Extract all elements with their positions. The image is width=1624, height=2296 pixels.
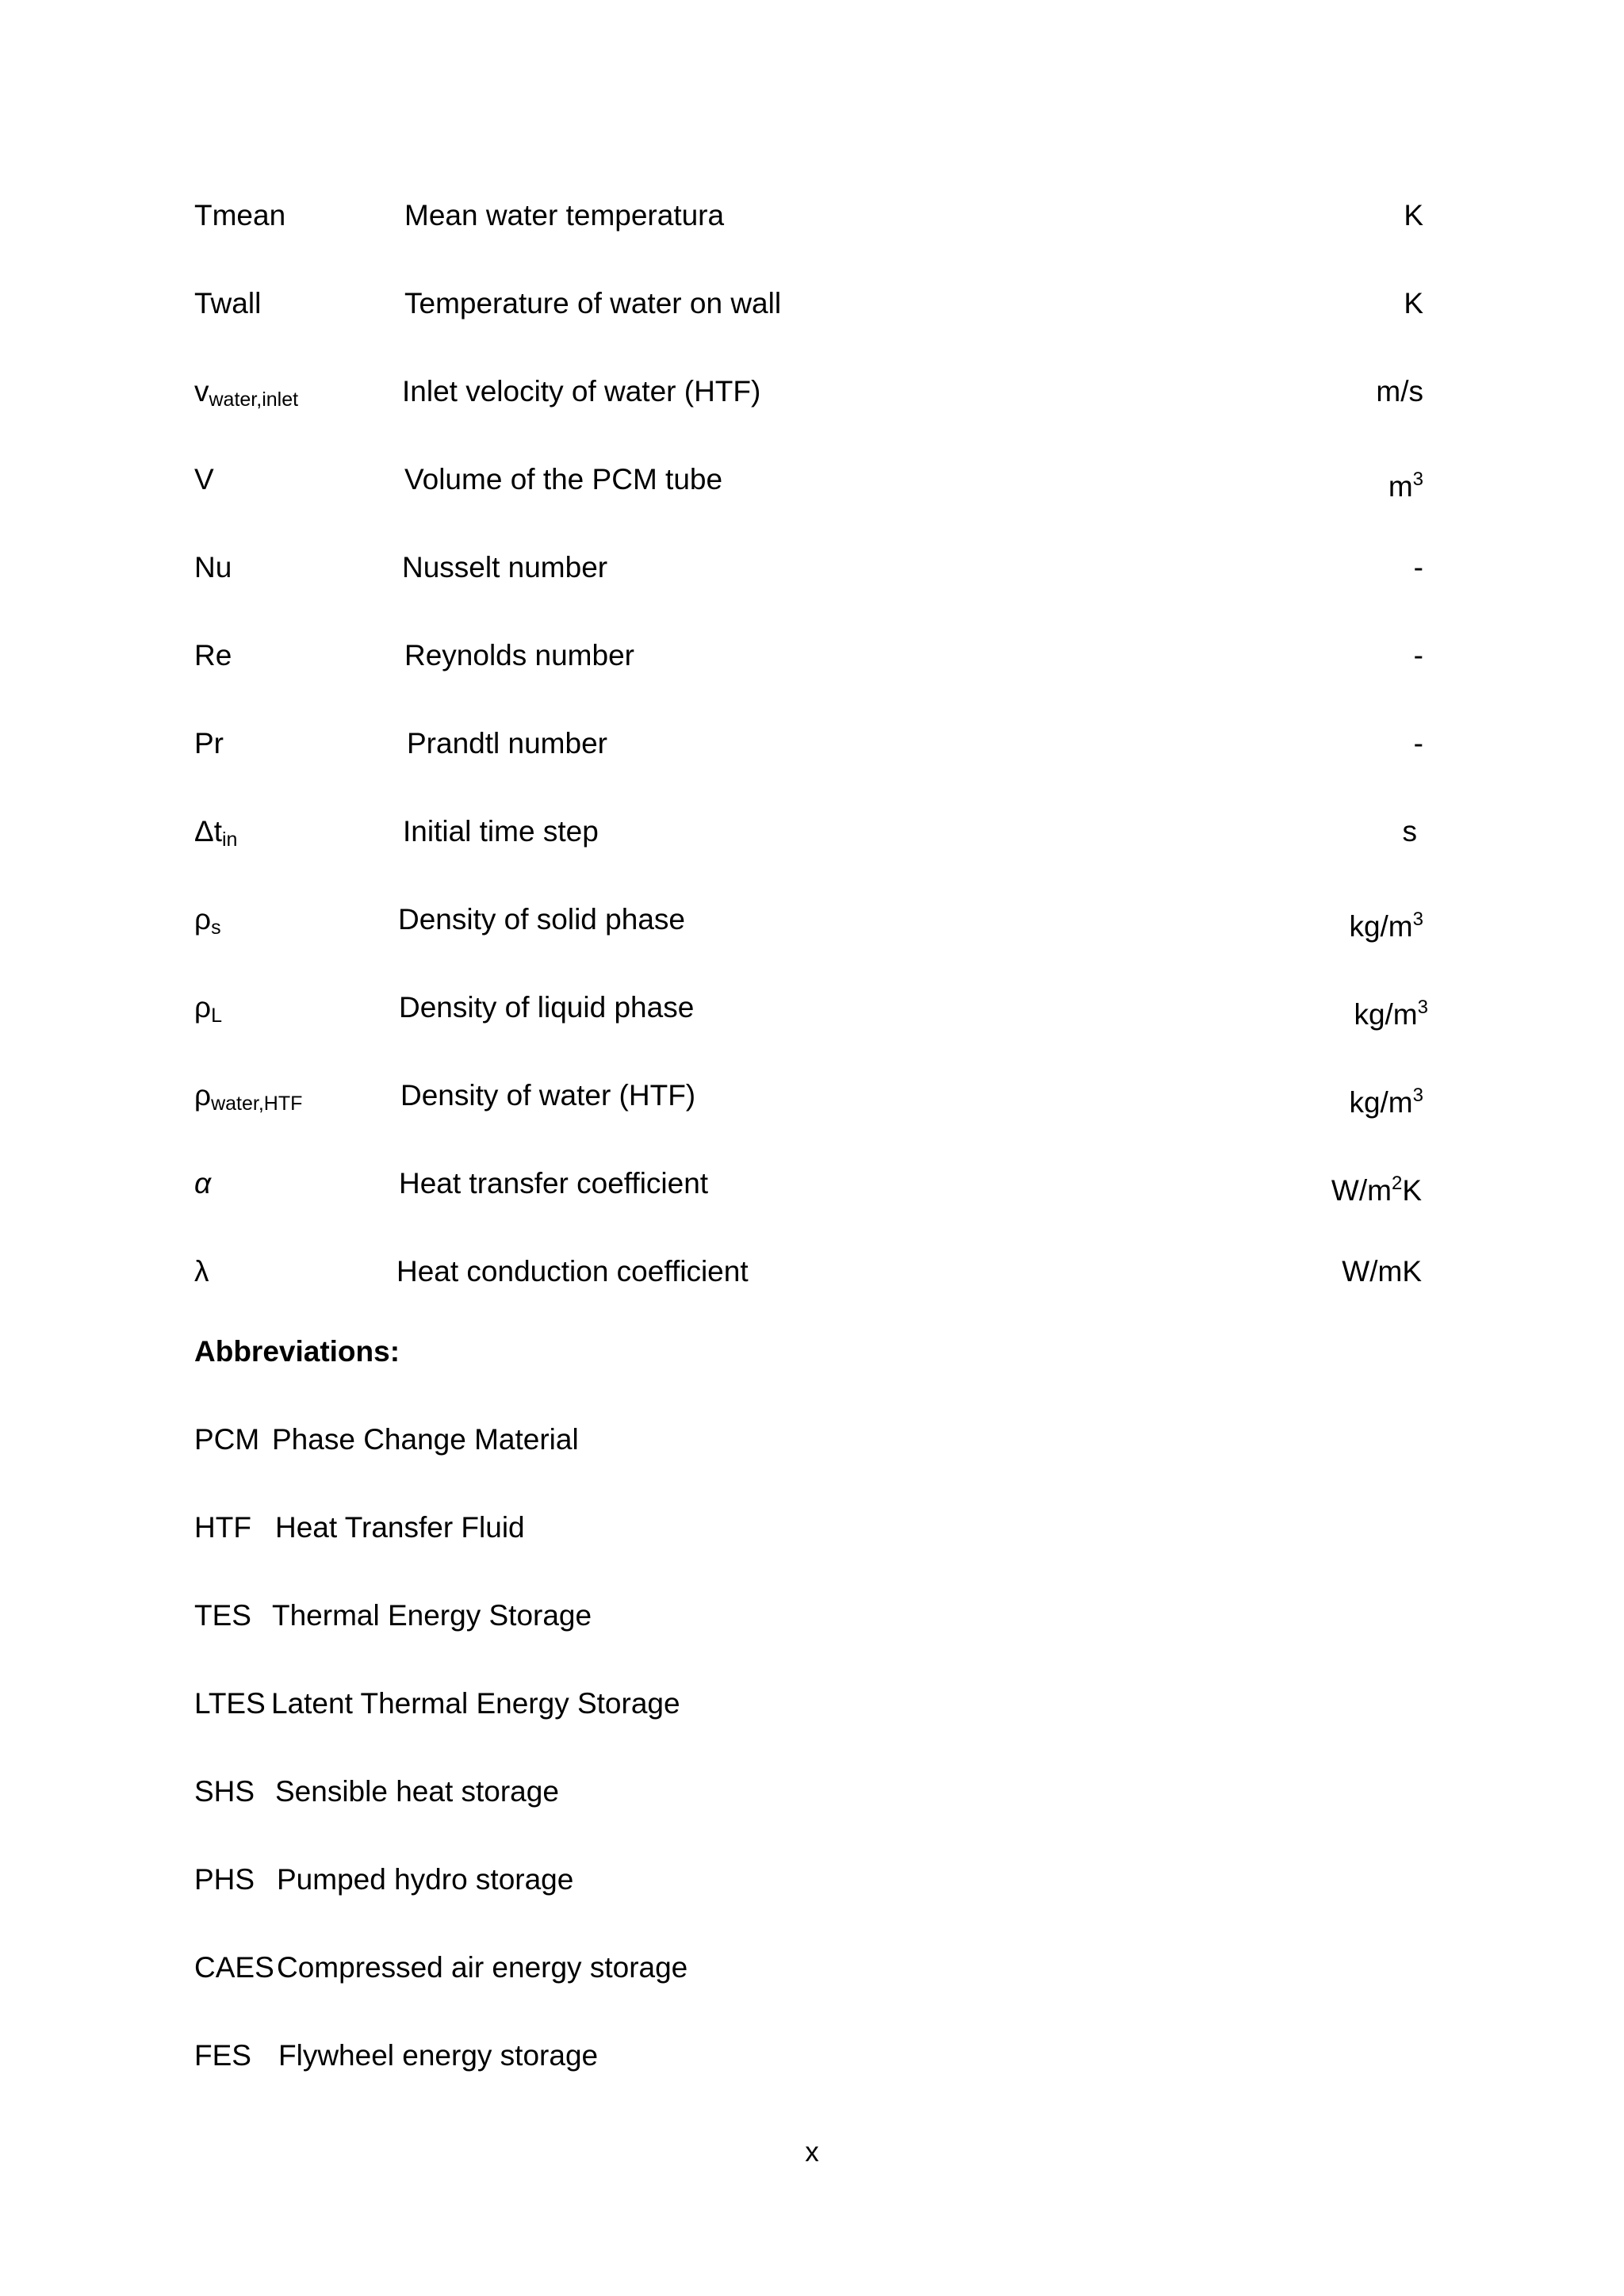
unit-superscript: 3 (1412, 909, 1423, 930)
nomenclature-description: Density of water (HTF) (400, 1079, 696, 1112)
nomenclature-description: Heat conduction coefficient (396, 1255, 749, 1288)
abbreviation-code: LTES (194, 1687, 266, 1720)
nomenclature-row-density-water (194, 1072, 1439, 1119)
symbol-base: ρ (194, 903, 212, 936)
nomenclature-unit: K (1404, 287, 1423, 320)
nomenclature-unit (1349, 896, 1423, 951)
page-number: x (805, 2137, 819, 2168)
nomenclature-unit (1331, 1160, 1422, 1215)
nomenclature-unit: s (1402, 815, 1417, 848)
abbreviation-code: TES (194, 1599, 251, 1632)
symbol-subscript: water,HTF (211, 1093, 303, 1115)
unit-base: kg/m (1354, 998, 1418, 1031)
nomenclature-row-reynolds (194, 632, 1439, 679)
nomenclature-symbol: α (194, 1167, 212, 1200)
nomenclature-description: Temperature of water on wall (404, 287, 782, 320)
nomenclature-unit (1388, 456, 1423, 511)
nomenclature-description: Inlet velocity of water (HTF) (402, 375, 761, 408)
nomenclature-unit: - (1413, 727, 1423, 760)
unit-superscript: 3 (1412, 469, 1423, 490)
abbreviation-code: FES (194, 2039, 251, 2072)
nomenclature-description: Prandtl number (407, 727, 607, 760)
abbreviation-text: Compressed air energy storage (277, 1951, 688, 1984)
nomenclature-description: Initial time step (403, 815, 599, 848)
unit-base: m (1388, 470, 1413, 503)
unit-base: kg/m (1349, 1086, 1413, 1119)
unit-tail: K (1402, 1174, 1422, 1207)
abbreviation-text: Heat Transfer Fluid (275, 1511, 525, 1544)
symbol-base: ρ (194, 991, 212, 1024)
nomenclature-description: Nusselt number (402, 551, 608, 584)
nomenclature-row-velocity (194, 368, 1439, 415)
symbol-base: Δt (194, 815, 222, 848)
nomenclature-symbol: Re (194, 639, 232, 672)
nomenclature-unit: m/s (1376, 375, 1423, 408)
nomenclature-symbol (194, 808, 237, 863)
symbol-subscript: water,inlet (209, 388, 299, 411)
nomenclature-description: Density of solid phase (398, 903, 685, 936)
nomenclature-description: Mean water temperatura (404, 199, 725, 232)
nomenclature-description: Volume of the PCM tube (404, 463, 723, 496)
nomenclature-unit: - (1413, 639, 1423, 672)
unit-base: kg/m (1349, 910, 1413, 943)
abbreviation-text: Latent Thermal Energy Storage (271, 1687, 680, 1720)
nomenclature-row-density-liquid (194, 984, 1439, 1031)
nomenclature-description: Density of liquid phase (399, 991, 695, 1024)
nomenclature-row-timestep (194, 808, 1439, 855)
nomenclature-symbol (194, 368, 298, 423)
abbreviation-text: Thermal Energy Storage (272, 1599, 592, 1632)
abbreviation-text: Phase Change Material (272, 1423, 579, 1456)
nomenclature-row-twall (194, 280, 1439, 327)
nomenclature-symbol: Nu (194, 551, 232, 584)
nomenclature-row-volume (194, 456, 1439, 503)
abbreviation-code: CAES (194, 1951, 274, 1984)
symbol-subscript: s (211, 916, 221, 939)
nomenclature-symbol: Twall (194, 287, 262, 320)
symbol-base: v (194, 375, 209, 408)
nomenclature-symbol: Pr (194, 727, 224, 760)
abbreviation-text: Pumped hydro storage (277, 1863, 574, 1896)
symbol-subscript: L (211, 1004, 222, 1027)
nomenclature-symbol (194, 896, 221, 951)
nomenclature-unit: K (1404, 199, 1423, 232)
abbreviation-code: PCM (194, 1423, 260, 1456)
unit-superscript: 3 (1417, 997, 1428, 1018)
nomenclature-unit (1354, 984, 1428, 1039)
nomenclature-row-density-solid (194, 896, 1439, 943)
abbreviation-text: Flywheel energy storage (278, 2039, 599, 2072)
abbreviation-code: PHS (194, 1863, 255, 1896)
nomenclature-row-tmean (194, 192, 1439, 239)
nomenclature-symbol: Tmean (194, 199, 286, 232)
nomenclature-symbol (194, 984, 222, 1039)
nomenclature-unit (1349, 1072, 1423, 1127)
unit-superscript: 2 (1391, 1173, 1403, 1194)
unit-superscript: 3 (1412, 1085, 1423, 1106)
symbol-subscript: in (222, 828, 238, 851)
nomenclature-symbol: λ (194, 1255, 209, 1288)
nomenclature-unit: - (1413, 551, 1423, 584)
nomenclature-symbol (194, 1072, 302, 1127)
nomenclature-row-heat-conduction (194, 1248, 1439, 1295)
abbreviation-text: Sensible heat storage (275, 1775, 559, 1808)
abbreviations-heading: Abbreviations: (194, 1335, 400, 1368)
nomenclature-unit: W/mK (1342, 1255, 1422, 1288)
nomenclature-symbol: V (194, 463, 214, 496)
symbol-base: ρ (194, 1079, 212, 1112)
nomenclature-description: Reynolds number (404, 639, 634, 672)
nomenclature-row-nusselt (194, 544, 1439, 591)
unit-base: W/m (1331, 1174, 1392, 1207)
nomenclature-row-heat-transfer (194, 1160, 1439, 1207)
nomenclature-description: Heat transfer coefficient (399, 1167, 709, 1200)
abbreviation-code: SHS (194, 1775, 255, 1808)
nomenclature-row-prandtl (194, 720, 1439, 767)
abbreviation-code: HTF (194, 1511, 251, 1544)
